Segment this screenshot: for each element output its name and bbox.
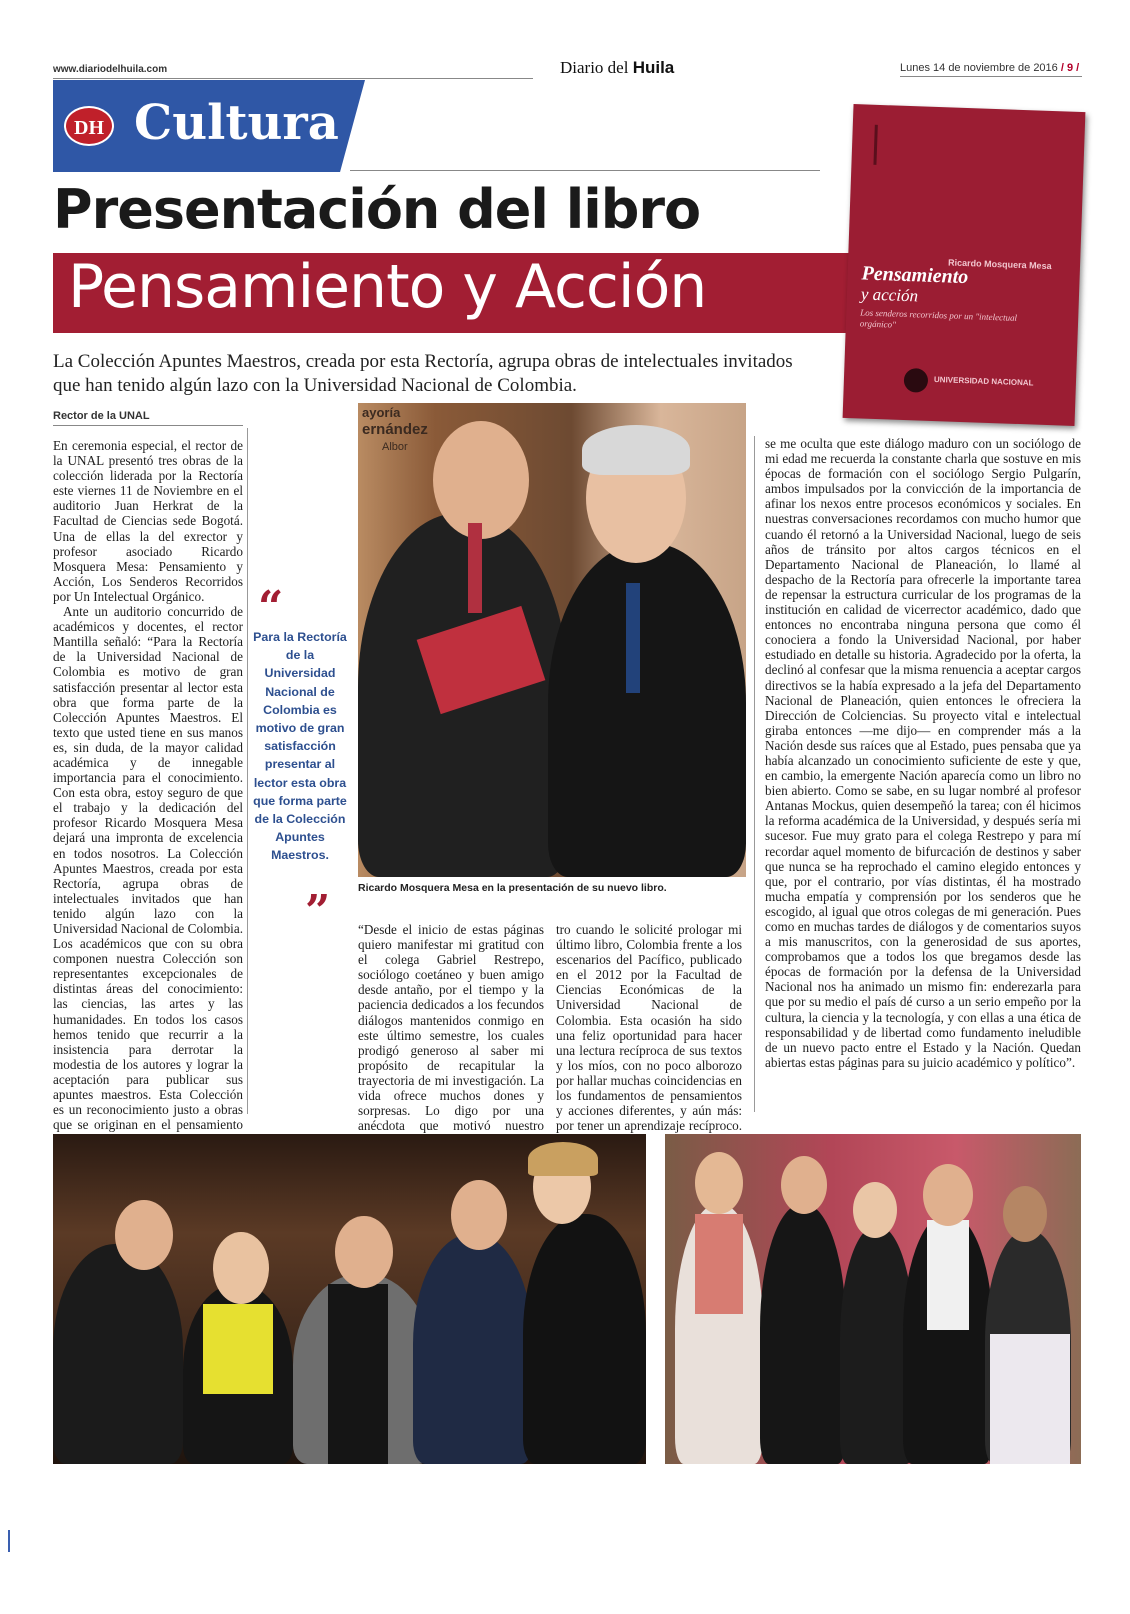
paragraph: se me oculta que este diálogo maduro con un sociólogo de mi edad me recuerda la constante charla que sostuve en mis épocas de formación con el sociólogo Sergio Pulgarín, ambos impulsados por la convicción de la importancia de afinar los nexos entre procesos económicos y sociales. En nuestras conversaciones recordamos con mucho humor que cuando él retornó a la Universidad Nacional, luego de seis años de tránsito por altos cargos técnicos en el Departamento Nacional de Planeación, lo llamé al despacho de la Rectoría para ofrecerle la importante tarea de repensar la estructura curricular de los programas de la institución en calidad de vicerrector académico, dado que entonces no encontraba ninguna persona que como él conociera a fondo la Universidad Nacional, por haber estudiado en detalle su historia. Agradecido por la oferta, la declinó al confesar que la misma renuencia a aceptar cargos directivos se la había expresado a la jefa del Departamento Nacional de Planeación, quien entonces le ofreciera la Dirección de Colciencias. Su proyecto vital e intelectual giraba entonces —me dijo— en comprender más a la Nación desde sus raíces que al Estado, pues pensaba que ya había alcanzado un conocimiento suficiente de este y que, en cambio, la emergente Nación aparecía como un libro no bien abierto. Como se sabe, en su lugar nombré al profesor Antanas Mockus, quien desempeñó la tarea; con él hicimos la reforma académica de la Universidad, y después sería mi sucesor. Fue muy grato para el colega Restrepo y para mí recordar aquel momento de bifurcación de destinos y saber que nunca se ha reprochado el camino elegido entonces y que, por el contrario, por vías distintas, él ha mostrado mucha empatía y comprensión por los senderos que he escogido, al igual que otros colegas de mi generación. Pues como en muchas tardes de diálogos y de comentarios suyos a mis manuscritos, con la generosidad de sus aportes, comprobamos que a todos los que bregamos desde las épocas de formación por la defensa de la Universidad Nacional nos ha animado un mismo fin: enderezarla para que por su medio el país dé curso a un serio empeño por la cultura, la ciencia y la tecnología, y con ellas a una ética de responsabilidad y de libertad como fundamento ineludible de un nuevo pacto entre el Estado y la Nación. Quedan abiertas estas páginas para su juicio académico y político”. bbox=[765, 436, 1081, 1070]
backdrop-text: ayoría bbox=[362, 405, 401, 420]
paragraph: tro cuando le solicité prologar mi último libro, Colombia frente a los escenarios del Pacífico, publicado en el 2012 por la Facultad de Ciencias Económicas de la Universidad Nacional de Colombia. Esta ocasión ha sido una feliz oportunidad para hacer una lectura recíproca de sus textos y los míos, con no poco alborozo por hallar muchas coincidencias en los fundamentos de pensamientos y acciones diferentes, y aún más: por tener un aprendizaje recíproco. bbox=[556, 922, 742, 1134]
book-subtitle: y acción bbox=[860, 284, 919, 306]
person-right-suit bbox=[548, 543, 746, 877]
book-mark bbox=[873, 125, 877, 165]
site-url: www.diariodelhuila.com bbox=[53, 64, 168, 75]
tie bbox=[626, 583, 640, 693]
person bbox=[413, 1234, 533, 1464]
yellow-top bbox=[203, 1304, 273, 1394]
backdrop-text: ernández bbox=[362, 421, 428, 438]
paragraph: “Desde el inicio de estas páginas quiero manifestar mi gratitud con el colega Gabriel Restrepo, sociólogo coetáneo y buen amigo desde antaño, por el tiempo y la paciencia dedicados a los fecundos diálogos mantenidos conmigo en este último semestre, los cuales prodigó generoso al saber mi propósito de recapitular la trayectoria de mi investigación. La vida ofrece muchos dones y sorpresas. Lo digo por una anécdota que motivó nuestro bbox=[358, 922, 544, 1134]
person bbox=[760, 1204, 846, 1464]
group-photo-left bbox=[53, 1134, 646, 1464]
byline: Rector de la UNAL bbox=[53, 410, 243, 426]
dh-logo: DH bbox=[64, 106, 114, 146]
person-left-head bbox=[433, 421, 529, 539]
book-publisher: UNIVERSIDAD NACIONAL bbox=[933, 375, 1034, 388]
main-photo bbox=[358, 403, 746, 877]
body-column-3 bbox=[556, 922, 742, 1148]
group-photo-right bbox=[665, 1134, 1081, 1464]
paragraph: Ante un auditorio concurrido de académicos y docentes, el rector Mantilla señaló: “Para la Rectoría de la Universidad Nacional de Colombia es motivo de gran satisfacción presentar al lector esta obra que forma parte de la Colección Apuntes Maestros. El texto que usted tiene en sus manos es, sin duda, de la mayor calidad académica y de innegable importancia para el conocimiento. Con esta obra, estoy seguro de que el trabajo y la dedicación del profesor Ricardo Mosquera Mesa dejará una impronta de excelencia en todos nosotros. La Colección Apuntes Maestros, creada por esta Rectoría, agrupa obras de intelectuales invitados que han tenido algún lazo con la Universidad Nacional de Colombia. Los académicos que con su obra componen nuestra Colección son representantes excepcionales de distintas áreas del conocimiento: las ciencias, las artes y las humanidades. En todos los casos hemos tenido que recurrir a la insistencia para derrotar la modestia de los autores y lograr la aceptación para publicar sus apuntes maestros. Esta Colección es un reconocimiento justo a obras que se originan en el pensamiento bbox=[53, 604, 243, 1133]
masthead-bold: Huila bbox=[632, 58, 675, 77]
page-number: / 9 / bbox=[1060, 62, 1080, 74]
backdrop-text: Albor bbox=[382, 441, 408, 453]
masthead-plain: Diario del bbox=[560, 58, 633, 77]
paragraph: En ceremonia especial, el rector de la UNAL presentó tres obras de la colección liderada por la Rectoría este viernes 11 de Noviembre en el auditorio Juan Herkrat de la Facultad de Ciencias sede Bogotá. Una de ellas la del exrector y profesor asociado Ricardo Mosquera Mesa: Pensamiento y Acción, Los Senderos Recorridos por Un Intelectual Orgánico. bbox=[53, 438, 243, 604]
body-column-2 bbox=[358, 922, 544, 1148]
person-head bbox=[1003, 1186, 1047, 1242]
white-shirt bbox=[927, 1220, 969, 1330]
grey-hair bbox=[582, 425, 690, 475]
person-head bbox=[115, 1200, 173, 1270]
person-head bbox=[335, 1216, 393, 1288]
pull-quote-open-mark: “ bbox=[258, 582, 284, 633]
person-head bbox=[853, 1182, 897, 1238]
person-head bbox=[923, 1164, 973, 1226]
person-head bbox=[695, 1152, 743, 1214]
publisher-logo-icon bbox=[904, 368, 929, 393]
blond-hair bbox=[528, 1142, 598, 1176]
person-head bbox=[781, 1156, 827, 1214]
headline-line2: Pensamiento y Acción bbox=[68, 252, 707, 322]
photo-caption: Ricardo Mosquera Mesa en la presentación de su nuevo libro. bbox=[358, 882, 667, 894]
dark-shirt bbox=[328, 1284, 388, 1464]
book-title: Pensamiento bbox=[861, 262, 969, 289]
section-rule bbox=[350, 170, 820, 171]
person bbox=[523, 1214, 646, 1464]
person bbox=[53, 1244, 183, 1464]
book-tagline: Los senderos recorridos por un "intelectual orgánico" bbox=[859, 307, 1018, 330]
body-column-4 bbox=[765, 436, 1081, 1070]
section-name: Cultura bbox=[134, 95, 339, 151]
intro-deck: La Colección Apuntes Maestros, creada por esta Rectoría, agrupa obras de intelectuales invitados que han tenido algún lazo con la Universidad Nacional de Colombia. bbox=[53, 351, 793, 396]
book-author: Ricardo Mosquera Mesa bbox=[947, 257, 1052, 272]
issue-date: Lunes 14 de noviembre de 2016 bbox=[900, 62, 1061, 74]
tie bbox=[468, 523, 482, 613]
headline-line1: Presentación del libro bbox=[53, 178, 701, 241]
pull-quote: Para la Rectoría de la Universidad Nacional de Colombia es motivo de gran satisfacción presentar al lector esta obra que forma parte de la Colección Apuntes Maestros. bbox=[253, 630, 347, 863]
person-head bbox=[213, 1232, 269, 1304]
date-line bbox=[900, 62, 1082, 77]
coral-top bbox=[695, 1214, 743, 1314]
pull-quote-close-mark: ” bbox=[305, 886, 331, 937]
person-head bbox=[451, 1180, 507, 1250]
white-skirt bbox=[990, 1334, 1070, 1464]
margin-mark bbox=[8, 1530, 10, 1552]
body-column-1 bbox=[53, 438, 243, 1193]
top-rule bbox=[53, 78, 533, 79]
column-rule bbox=[754, 436, 755, 1112]
column-rule bbox=[247, 428, 248, 1114]
masthead bbox=[560, 58, 674, 78]
book-cover-image bbox=[843, 104, 1086, 426]
